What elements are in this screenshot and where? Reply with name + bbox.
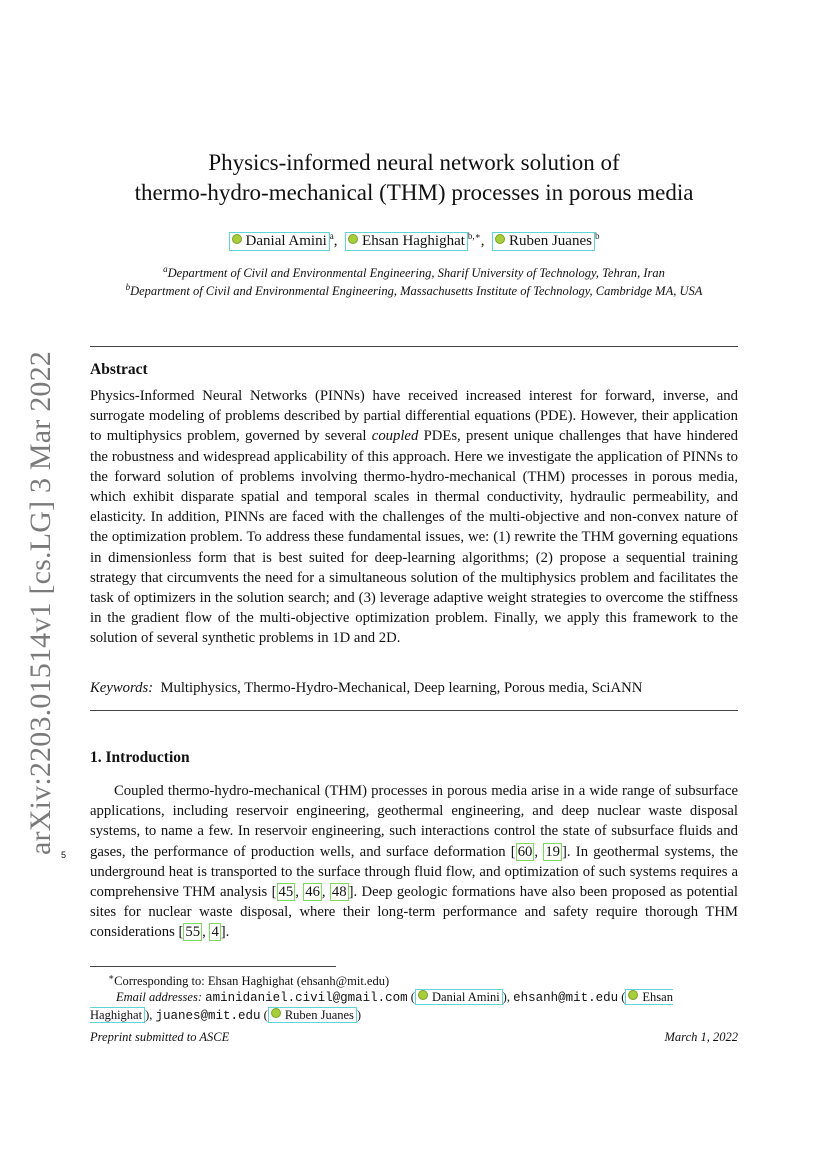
intro-text: ]. Deep geologic formations have also been proposed as potential sites for nuclear waste disposal, where their long-term performance and safety require thorough THM considerations [ [90,884,739,941]
title-line-1: Physics-informed neural network solution of [208,150,620,175]
affiliation-b [0,282,828,299]
abstract-part: PDEs, present unique challenges that have hindered the robustness and widespread applicability of this approach. Here we investigate the application of PINNs to the forward solution of problems involving thermo-hydro-mechanical (THM) processes in porous media, which exhibit disparate spatial and temporal scales in thermal conductivity, hydraulic permeability, and elasticity. In addition, PINNs are faced with the challenges of the multi-objective and non-convex nature of the optimization problem. To address these fundamental issues, we: (1) rewrite the THM governing equations in dimensionless form that is best suited for deep-learning algorithms; (2) propose a sequential training strategy that circumvents the need for a simultaneous solution of the multiphysics problem and facilitates the task of optimizers in the solution search; and (3) leverage adaptive weight strategies to overcome the stiffness in the gradient flow of the multi-objective optimization problem. Finally, we apply this framework to the solution of several synthetic problems in 1D and 2D. [90,428,738,647]
orcid-icon [348,234,358,244]
keywords-label: Keywords: [90,680,154,696]
line-number: 5 [61,850,67,860]
author-sup: b [594,231,600,241]
author-name: Danial Amini [245,233,327,249]
title-line-2: thermo-hydro-mechanical (THM) processes in porous media [134,180,694,205]
citation-link[interactable]: 48 [331,884,347,901]
email-label: Email addresses: [116,990,202,1004]
orcid-icon [628,990,638,1000]
affiliation-text: Department of Civil and Environmental Engineering, Sharif University of Technology, Tehran, Iran [167,266,665,281]
footnote-author-name: Danial Amini [431,990,500,1004]
introduction-paragraph: Coupled thermo-hydro-mechanical (THM) processes in porous media arise in a wide range of subsurface applications, including reservoir engineering, geothermal engineering, and deep nuclear waste disposal systems, to name a few. In reservoir engineering, such interactions control the state of subsurface fluids and gases, the performance of production wells, and surface deformation [ 60 , 19 ]. In geothermal systems, the underground heat is transported to the surface through fluid flow, and optimization of such systems requires a comprehensive THM analysis [ 45 , 46 , 48 ]. Deep geologic formations have also been proposed as potential sites for nuclear waste disposal, where their long-term performance and safety require thorough THM considerations [ 55 , 4 ]. [90,783,739,941]
footer-preprint: Preprint submitted to ASCE [90,1030,230,1044]
author-link-amini[interactable] [229,232,330,251]
arxiv-sidebar-stamp [16,351,66,855]
author-sup: b,∗ [467,231,481,241]
citation-link[interactable]: 60 [517,843,533,860]
orcid-icon [232,234,242,244]
footer-date: March 1, 2022 [664,1030,738,1044]
affiliation-text: Department of Civil and Environmental Engineering, Massachusetts Institute of Technology, Cambridge MA, USA [130,284,703,299]
arxiv-id: arXiv:2203.01514v1 [cs.LG] 3 Mar 2022 [24,351,57,855]
citation-link[interactable]: 4 [211,924,219,941]
abstract-bottom-rule [90,710,738,711]
footnote-author-link-amini[interactable] [415,989,503,1005]
footnote-text: Corresponding to: Ehsan Haghighat (ehsanh@mit.edu) [114,974,390,989]
abstract-top-rule [90,346,738,347]
footnote-mark: ∗ [108,972,115,982]
citation-link[interactable]: 55 [185,924,201,941]
keywords [90,680,642,697]
orcid-icon [418,990,428,1000]
section-heading-introduction: 1. Introduction [90,749,190,766]
author-name: Ehsan Haghighat [362,233,465,249]
affiliation-mark: b [125,282,131,292]
abstract-part: Physics-Informed Neural Networks (PINNs) have received increased interest for forward, inverse, and surrogate modeling of problems described by partial differential equations (PDE). However, their application to multiphysics problem, governed by several [90,388,738,445]
orcid-icon [271,1008,281,1018]
abstract-emphasis: coupled [371,428,419,445]
affiliation-a [0,264,828,281]
email-juanes: juanes@mit.edu [155,1009,261,1023]
footnote-author-name: Ehsan Haghighat [90,990,673,1022]
email-amini: aminidaniel.civil@gmail.com [205,991,408,1005]
citation-link[interactable]: 19 [545,843,560,860]
footnote-emails: Email addresses: aminidaniel.civil@gmail.com ( Danial Amini ), ehsanh@mit.edu ( Ehsan Haghighat ), juanes@mit.edu ( Ruben Juanes ) [90,990,673,1023]
footnote-author-name: Ruben Juanes [284,1008,354,1022]
abstract-heading: Abstract [90,361,148,378]
citation-link[interactable]: 46 [305,884,320,901]
intro-text: Coupled thermo-hydro-mechanical (THM) processes in porous media arise in a wide range of subsurface applications, including reservoir engineering, geothermal engineering, and deep nuclear waste disposal systems, to name a few. In reservoir engineering, such interactions control the state of subsurface fluids and gases, the performance of production wells, and surface deformation [ [90,783,738,860]
keywords-list: Multiphysics, Thermo-Hydro-Mechanical, Deep learning, Porous media, SciANN [160,680,643,696]
footnote-corresponding [108,972,389,989]
orcid-icon [495,234,505,244]
page-footer [90,1030,738,1045]
author-link-juanes[interactable] [492,232,595,251]
citation-link[interactable]: 45 [278,884,294,901]
paper-title [0,148,828,208]
author-name: Ruben Juanes [509,233,592,249]
abstract-text [90,386,738,649]
footnote-rule [90,966,336,967]
author-sup: a [329,231,334,241]
affiliation-mark: a [163,264,168,274]
intro-text: ]. [220,924,230,941]
author-link-haghighat[interactable] [345,232,468,251]
intro-text: ]. In geothermal systems, the underground heat is transported to the surface through fluid flow, and optimization of such systems requires a comprehensive THM analysis [ [90,843,738,901]
footnote-author-link-juanes[interactable] [268,1007,357,1023]
author-list: Danial Amini $^a$, Ehsan Haghighat $^{b,∗}$, Ruben Juanes $^b$ [0,231,828,251]
email-haghighat: ehsanh@mit.edu [513,991,619,1005]
